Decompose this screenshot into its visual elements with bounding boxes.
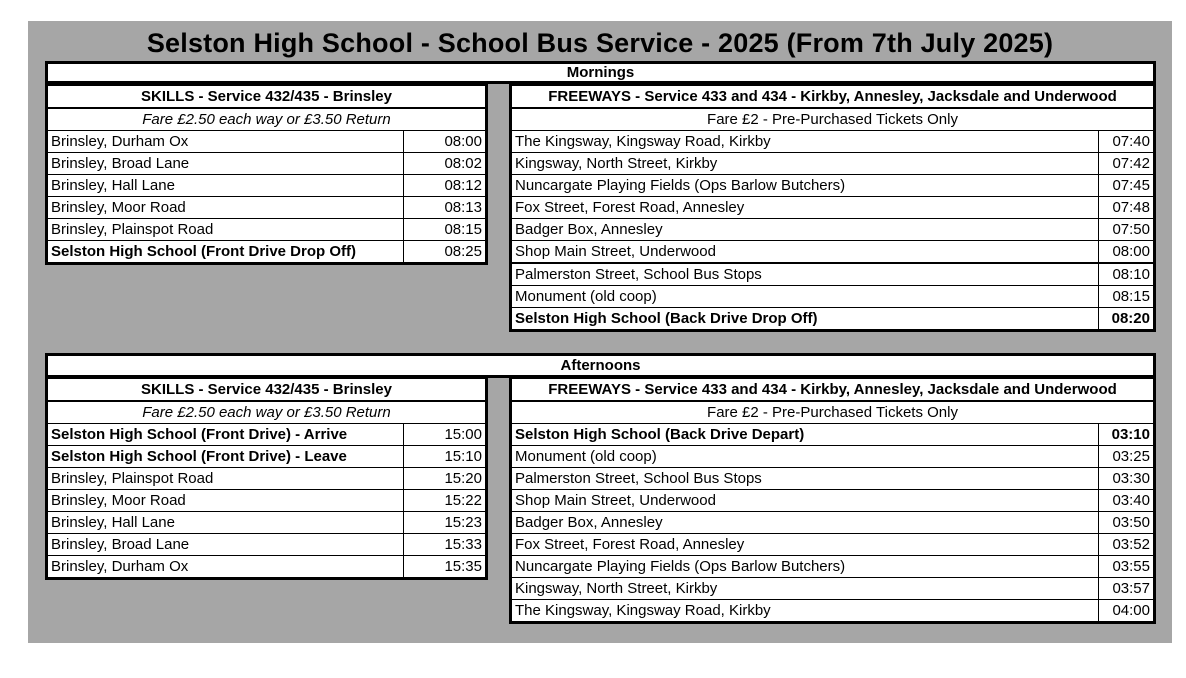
stop-time: 03:25 (1099, 446, 1155, 468)
table-row (47, 424, 487, 446)
stop-time: 07:40 (1099, 131, 1155, 153)
stop-time: 03:57 (1099, 578, 1155, 600)
stop-name: Shop Main Street, Underwood (511, 490, 1099, 512)
stop-time: 07:45 (1099, 175, 1155, 197)
afternoons-freeways-table (509, 376, 1156, 624)
table-row (47, 131, 487, 153)
stop-time: 03:52 (1099, 534, 1155, 556)
stop-time: 08:12 (404, 175, 487, 197)
table-row (511, 197, 1155, 219)
table-row (511, 424, 1155, 446)
stop-time: 15:00 (404, 424, 487, 446)
stop-name: Nuncargate Playing Fields (Ops Barlow Butchers) (511, 556, 1099, 578)
stop-name: Brinsley, Plainspot Road (47, 468, 404, 490)
stop-time: 08:10 (1099, 263, 1155, 286)
stop-name: Fox Street, Forest Road, Annesley (511, 534, 1099, 556)
stop-name: Badger Box, Annesley (511, 219, 1099, 241)
table-row (511, 263, 1155, 286)
stop-time: 15:33 (404, 534, 487, 556)
stop-name: Brinsley, Moor Road (47, 197, 404, 219)
table-row (511, 286, 1155, 308)
afternoons-skills-fare: Fare £2.50 each way or £3.50 Return (47, 401, 487, 424)
table-row (47, 556, 487, 579)
stop-time: 08:13 (404, 197, 487, 219)
stop-name: Palmerston Street, School Bus Stops (511, 468, 1099, 490)
stop-time: 08:15 (1099, 286, 1155, 308)
stop-time: 03:55 (1099, 556, 1155, 578)
stop-name: Badger Box, Annesley (511, 512, 1099, 534)
table-row (47, 468, 487, 490)
table-row (47, 153, 487, 175)
table-row (511, 153, 1155, 175)
stop-name: Shop Main Street, Underwood (511, 241, 1099, 264)
table-row (511, 512, 1155, 534)
table-row (511, 556, 1155, 578)
stop-name: Selston High School (Front Drive) - Arrive (47, 424, 404, 446)
stop-name: Brinsley, Hall Lane (47, 175, 404, 197)
afternoons-freeways-fare: Fare £2 - Pre-Purchased Tickets Only (511, 401, 1155, 424)
afternoons-skills-table (45, 376, 488, 580)
table-row (47, 219, 487, 241)
stop-time: 03:10 (1099, 424, 1155, 446)
table-row (511, 308, 1155, 331)
stop-name: Selston High School (Front Drive) - Leave (47, 446, 404, 468)
stop-name: Monument (old coop) (511, 446, 1099, 468)
stop-time: 15:20 (404, 468, 487, 490)
stop-time: 08:00 (404, 131, 487, 153)
table-row (47, 175, 487, 197)
table-row (511, 446, 1155, 468)
stop-time: 15:23 (404, 512, 487, 534)
stop-time: 15:22 (404, 490, 487, 512)
table-row (47, 512, 487, 534)
mornings-freeways-header: FREEWAYS - Service 433 and 434 - Kirkby, Annesley, Jacksdale and Underwood (511, 85, 1155, 109)
stop-time: 03:50 (1099, 512, 1155, 534)
mornings-freeways-table (509, 83, 1156, 332)
mornings-label: Mornings (566, 64, 635, 81)
table-row (511, 600, 1155, 623)
stop-name: Selston High School (Back Drive Drop Off) (511, 308, 1099, 331)
table-row (47, 490, 487, 512)
table-row (511, 175, 1155, 197)
afternoons-label: Afternoons (560, 357, 641, 374)
table-row (511, 468, 1155, 490)
stop-name: Brinsley, Durham Ox (47, 556, 404, 579)
stop-name: Brinsley, Broad Lane (47, 534, 404, 556)
page-title: Selston High School - School Bus Service - 2025 (From 7th July 2025) (146, 28, 1054, 58)
mornings-freeways-fare: Fare £2 - Pre-Purchased Tickets Only (511, 108, 1155, 131)
stop-name: Brinsley, Broad Lane (47, 153, 404, 175)
stop-time: 08:02 (404, 153, 487, 175)
stop-name: The Kingsway, Kingsway Road, Kirkby (511, 131, 1099, 153)
stop-time: 08:20 (1099, 308, 1155, 331)
stop-name: Brinsley, Durham Ox (47, 131, 404, 153)
stop-time: 07:42 (1099, 153, 1155, 175)
mornings-skills-table (45, 83, 488, 265)
table-row (47, 197, 487, 219)
stop-name: Selston High School (Back Drive Depart) (511, 424, 1099, 446)
stop-name: Brinsley, Plainspot Road (47, 219, 404, 241)
stop-name: Fox Street, Forest Road, Annesley (511, 197, 1099, 219)
stop-time: 15:35 (404, 556, 487, 579)
stop-name: The Kingsway, Kingsway Road, Kirkby (511, 600, 1099, 623)
table-row (511, 241, 1155, 264)
table-row (47, 534, 487, 556)
table-row (511, 131, 1155, 153)
afternoons-section-header (45, 353, 1156, 378)
table-row (47, 241, 487, 264)
table-row (47, 446, 487, 468)
stop-name: Brinsley, Hall Lane (47, 512, 404, 534)
stop-name: Brinsley, Moor Road (47, 490, 404, 512)
mornings-skills-fare: Fare £2.50 each way or £3.50 Return (47, 108, 487, 131)
timetable-sheet (28, 21, 1172, 643)
afternoons-skills-header: SKILLS - Service 432/435 - Brinsley (47, 378, 487, 402)
afternoons-freeways-header: FREEWAYS - Service 433 and 434 - Kirkby, Annesley, Jacksdale and Underwood (511, 378, 1155, 402)
table-row (511, 490, 1155, 512)
stop-time: 15:10 (404, 446, 487, 468)
table-row (511, 578, 1155, 600)
stop-time: 03:30 (1099, 468, 1155, 490)
stop-time: 07:48 (1099, 197, 1155, 219)
stop-time: 08:15 (404, 219, 487, 241)
stop-name: Selston High School (Front Drive Drop Off) (47, 241, 404, 264)
stop-name: Monument (old coop) (511, 286, 1099, 308)
stop-time: 08:25 (404, 241, 487, 264)
stop-time: 04:00 (1099, 600, 1155, 623)
table-row (511, 219, 1155, 241)
stop-name: Kingsway, North Street, Kirkby (511, 153, 1099, 175)
mornings-skills-header: SKILLS - Service 432/435 - Brinsley (47, 85, 487, 109)
stop-time: 08:00 (1099, 241, 1155, 264)
mornings-section-header (45, 61, 1156, 84)
stop-time: 07:50 (1099, 219, 1155, 241)
table-row (511, 534, 1155, 556)
stop-name: Palmerston Street, School Bus Stops (511, 263, 1099, 286)
stop-name: Nuncargate Playing Fields (Ops Barlow Butchers) (511, 175, 1099, 197)
stop-time: 03:40 (1099, 490, 1155, 512)
stop-name: Kingsway, North Street, Kirkby (511, 578, 1099, 600)
